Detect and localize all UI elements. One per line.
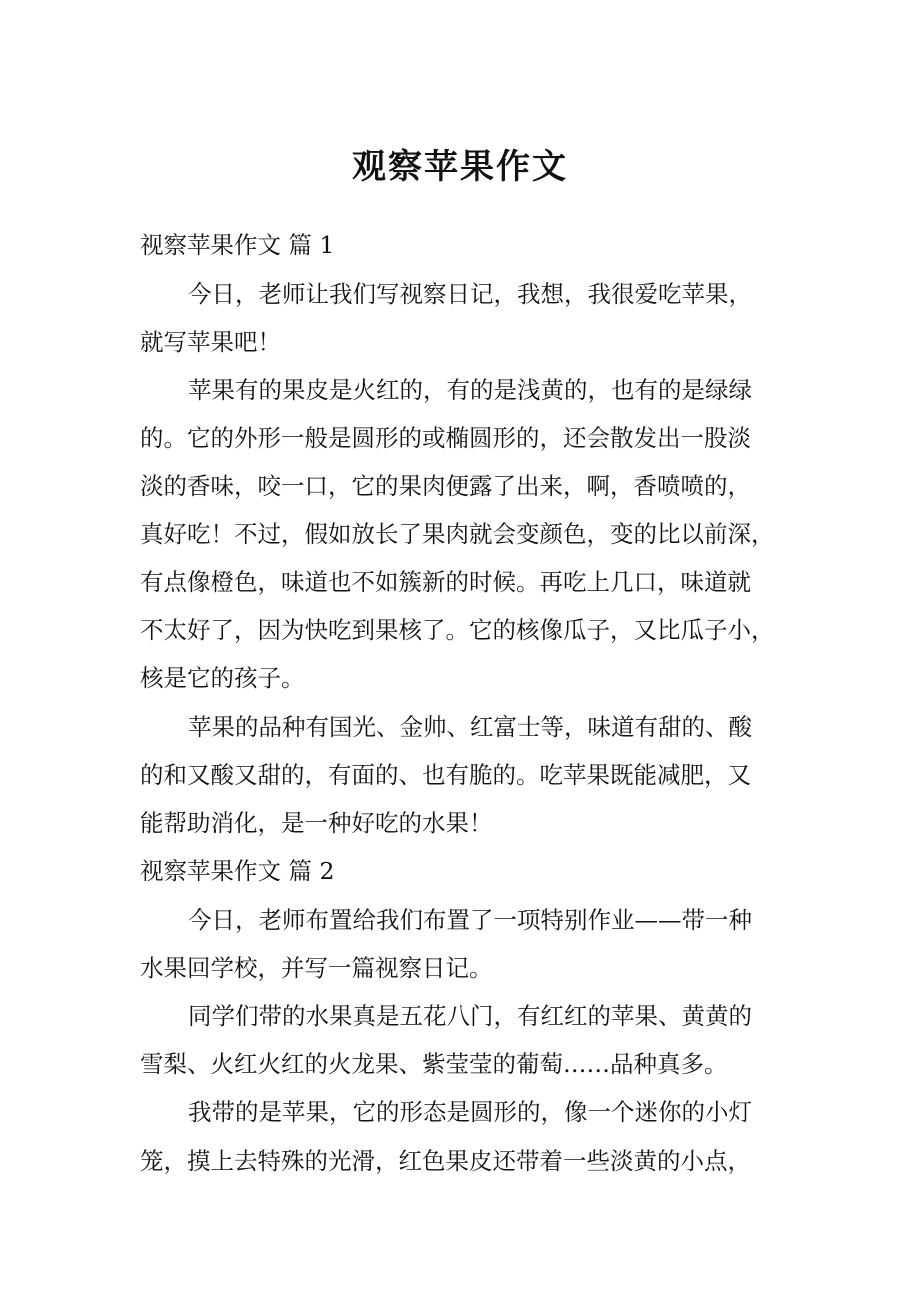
paragraph-line: 能帮助消化，是一种好吃的水果！ [140, 809, 493, 837]
paragraph-line: 不太好了，因为快吃到果核了。它的核像瓜子，又比瓜子小， [140, 616, 775, 644]
paragraph-line: 苹果有的果皮是火红的，有的是浅黄的，也有的是绿绿 [188, 376, 752, 404]
paragraph-line: 苹果的品种有国光、金帅、红富士等，味道有甜的、酸 [188, 713, 752, 741]
paragraph-line: 的和又酸又甜的，有面的、也有脆的。吃苹果既能减肥，又 [140, 761, 751, 789]
paragraph-line: 有点像橙色，味道也不如簇新的时候。再吃上几口，味道就 [140, 568, 751, 596]
paragraph-line: 水果回学校，并写一篇视察日记。 [140, 954, 493, 982]
paragraph-line: 我带的是苹果，它的形态是圆形的，像一个迷你的小灯 [188, 1098, 752, 1126]
paragraph-line: 真好吃！不过，假如放长了果肉就会变颜色，变的比以前深， [140, 520, 775, 548]
section-heading: 视察苹果作文 篇 2 [140, 857, 335, 885]
section-heading: 视察苹果作文 篇 1 [140, 231, 335, 259]
document-title: 观察苹果作文 [352, 147, 568, 187]
paragraph-line: 就写苹果吧！ [140, 328, 281, 356]
paragraph-line: 核是它的孩子。 [140, 664, 305, 692]
paragraph-line: 淡的香味，咬一口，它的果肉便露了出来，啊，香喷喷的， [140, 472, 751, 500]
paragraph-line: 的。它的外形一般是圆形的或椭圆形的，还会散发出一股淡 [140, 424, 751, 452]
paragraph-line: 今日，老师让我们写视察日记，我想，我很爱吃苹果， [188, 280, 752, 308]
paragraph-line: 笼，摸上去特殊的光滑，红色果皮还带着一些淡黄的小点， [140, 1147, 751, 1175]
paragraph-line: 今日，老师布置给我们布置了一项特别作业——带一种 [188, 906, 752, 934]
paragraph-line: 同学们带的水果真是五花八门，有红红的苹果、黄黄的 [188, 1002, 752, 1030]
paragraph-line: 雪梨、火红火红的火龙果、紫莹莹的葡萄……品种真多。 [140, 1050, 728, 1078]
